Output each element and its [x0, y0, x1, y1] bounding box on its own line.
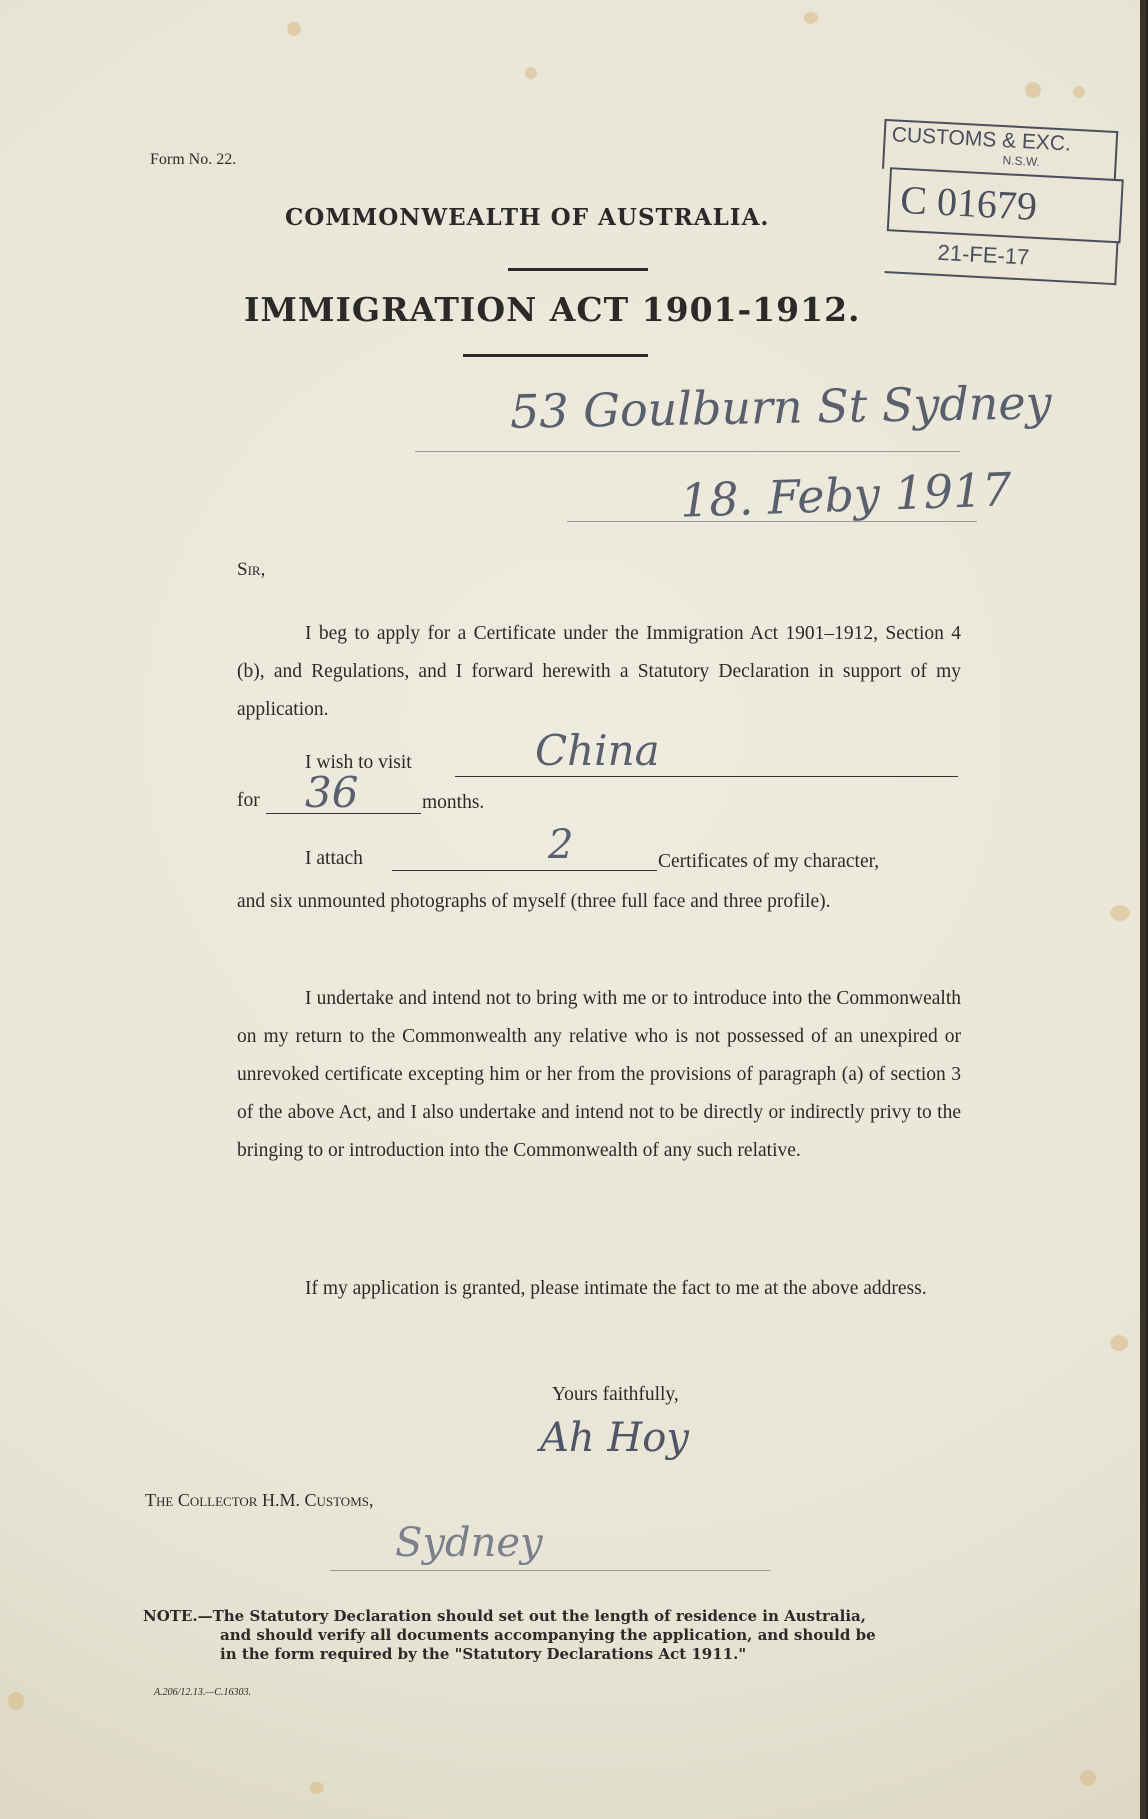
stain — [8, 1692, 24, 1710]
stamp-date: 21-FE-17 — [937, 239, 1030, 270]
note-line-1: —The Statutory Declaration should set out the length of residence in Australia, — [197, 1607, 866, 1625]
visit-line — [455, 776, 958, 777]
closing: Yours faithfully, — [552, 1384, 679, 1405]
stain — [525, 67, 537, 79]
paragraph-intimate: If my application is granted, please intimate the fact to me at the above address. — [305, 1278, 927, 1299]
stain — [1110, 1335, 1128, 1351]
paragraph-application: I beg to apply for a Certificate under the Immigration Act 1901–1912, Section 4 (b), and Regulations, and I forward herewith a Statutory Declaration in support of my application. — [237, 623, 961, 720]
stain — [1025, 82, 1041, 98]
stamp-office: CUSTOMS & EXC. — [891, 123, 1072, 156]
handwritten-date: 18. Feby 1917 — [679, 462, 1013, 528]
stain — [1080, 1770, 1096, 1786]
stain — [287, 22, 301, 36]
note-line-3: in the form required by the "Statutory Declarations Act 1911." — [220, 1645, 747, 1663]
stain — [1073, 86, 1085, 98]
form-number: Form No. 22. — [150, 151, 237, 168]
stamp-number: C 01679 — [899, 176, 1039, 229]
stain — [1110, 905, 1130, 921]
note-line-2: and should verify all documents accompanying the application, and should be — [220, 1626, 876, 1644]
paragraph-undertaking: I undertake and intend not to bring with me or to introduce into the Commonwealth on my return to the Commonwealth any relative who is not possessed of an unexpired or unrevoked certificate excepting him or her from the provisions of paragraph (a) of section 3 of the above Act, and I also undertake and intend not to be directly or indirectly privy to the bringing to or introduction into the Commonwealth of any such relative. — [237, 988, 961, 1161]
city-line — [330, 1570, 770, 1571]
page-edge — [1140, 0, 1146, 1819]
handwritten-city: Sydney — [395, 1520, 543, 1566]
handwritten-destination: China — [535, 726, 660, 775]
handwritten-address: 53 Goulburn St Sydney — [509, 375, 1053, 439]
stain — [310, 1782, 324, 1794]
stamp-state: N.S.W. — [1002, 153, 1041, 170]
for-label: for — [237, 790, 260, 811]
attach-label: I attach — [305, 848, 363, 869]
note — [143, 1607, 963, 1664]
addressee: The Collector H.M. Customs, — [145, 1490, 374, 1510]
act-title: IMMIGRATION ACT 1901-1912. — [244, 290, 861, 329]
paragraph-photographs: and six unmounted photographs of myself (three full face and three profile). — [237, 891, 831, 912]
salutation: Sir, — [237, 559, 266, 580]
handwritten-months: 36 — [305, 768, 359, 817]
print-code: A.206/12.13.—C.16303. — [154, 1687, 251, 1698]
heading: COMMONWEALTH OF AUSTRALIA. — [285, 204, 770, 231]
customs-stamp — [876, 119, 1125, 301]
title-rule — [463, 354, 648, 357]
note-label: NOTE. — [143, 1607, 198, 1625]
address-line — [415, 451, 960, 452]
stain — [804, 12, 818, 24]
handwritten-certificate-count: 2 — [548, 822, 574, 868]
signature: Ah Hoy — [540, 1415, 689, 1461]
visit-label: I wish to visit — [305, 752, 412, 773]
attach-suffix: Certificates of my character, — [658, 851, 880, 872]
months-label: months. — [422, 792, 485, 813]
attach-line — [392, 870, 657, 871]
heading-rule — [508, 268, 648, 271]
